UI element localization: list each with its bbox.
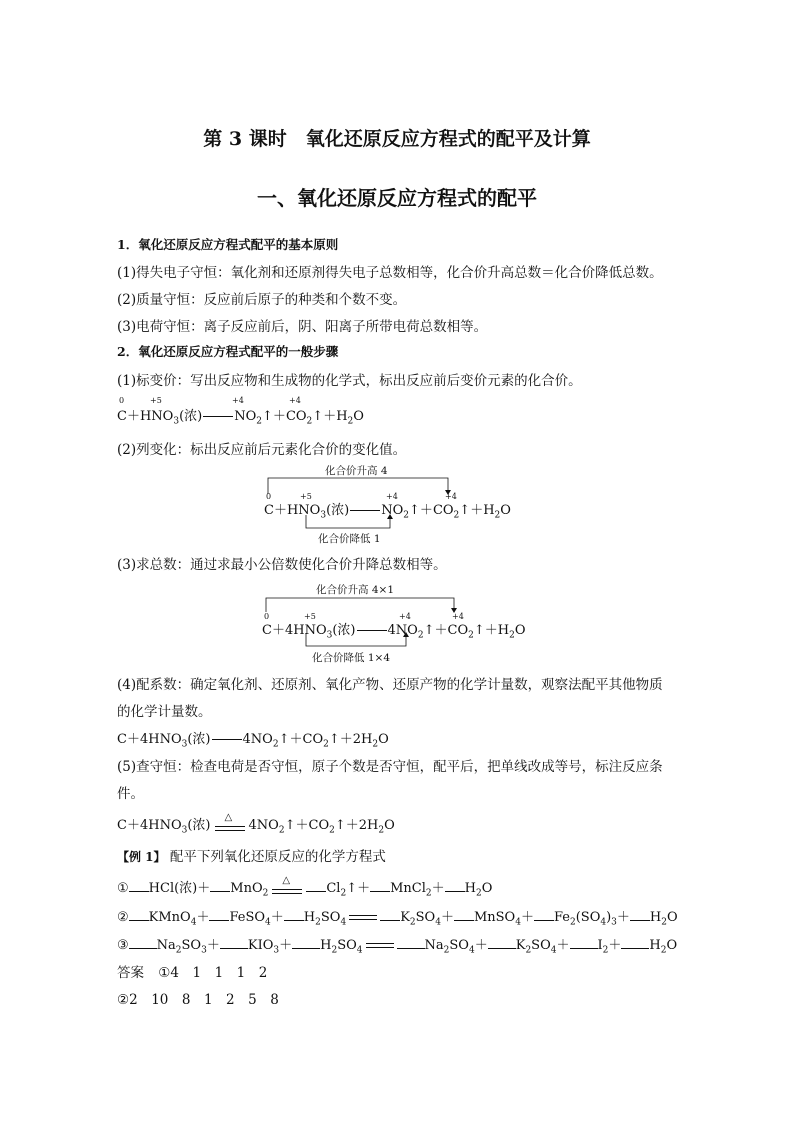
diagram-up-label: 化合价升高 4 xyxy=(325,465,388,477)
diagram-up-label: 化合价升高 4×1 xyxy=(316,584,394,596)
diagram-down-label: 化合价降低 1×4 xyxy=(312,652,390,664)
equation-5: $C+4HNO_3$(浓) △ $4NO_2↑+CO_2↑+2H_2O$ xyxy=(117,811,395,836)
example-text: 配平下列氧化还原反应的化学方程式 xyxy=(169,849,386,865)
ox-n: +5 xyxy=(150,396,162,405)
ox-n: +5 xyxy=(300,492,312,501)
equation-3: $C+4HNO_3$(浓) $4NO_2↑+CO_2↑+H_2O$ xyxy=(262,623,526,641)
ox-c: 0 xyxy=(264,612,270,621)
principles-heading: 1．氧化还原反应方程式配平的基本原则 xyxy=(117,237,339,252)
answer-label: 答案 xyxy=(117,965,144,981)
step-4-line1: (4)配系数：确定氧化剂、还原剂、氧化产物、还原产物的化学计量数，观察法配平其他物质 xyxy=(117,677,663,693)
step-5-line2: 件。 xyxy=(117,786,144,802)
principle-charge: (3)电荷守恒：离子反应前后，阴、阳离子所带电荷总数相等。 xyxy=(117,319,488,335)
principle-electron: (1)得失电子守恒：氧化剂和还原剂得失电子总数相等，化合价升高总数＝化合价降低总数。 xyxy=(117,265,663,281)
heat-condition: △ xyxy=(272,882,302,896)
ox-c-product: +4 xyxy=(452,612,464,621)
ox-n-product: +4 xyxy=(399,612,411,621)
step-3: (3)求总数：通过求最小公倍数使化合价升降总数相等。 xyxy=(117,557,447,573)
answer-1: ①4 1 1 1 2 xyxy=(158,965,268,981)
steps-heading: 2．氧化还原反应方程式配平的一般步骤 xyxy=(117,344,339,359)
principle-mass: (2)质量守恒：反应前后原子的种类和个数不变。 xyxy=(117,292,407,308)
ox-c-product: +4 xyxy=(445,492,457,501)
step-2: (2)列变化：标出反应前后元素化合价的变化值。 xyxy=(117,442,407,458)
exercise-1: ① HCl(浓)＋ MnO$_2$ △ $Cl_2↑+$ MnCl$_2$＋ $H_2O$ xyxy=(117,874,493,899)
diagram-down-label: 化合价降低 1 xyxy=(318,533,381,545)
equation-1: $C+HNO_3$(浓) $NO_2↑+CO_2↑+H_2O$ xyxy=(117,409,364,427)
step-1: (1)标变价：写出反应物和生成物的化学式，标出反应前后变价元素的化合价。 xyxy=(117,373,582,389)
answer-line-1 xyxy=(117,961,267,981)
section-heading: 一、氧化还原反应方程式的配平 xyxy=(257,186,537,210)
ox-c: 0 xyxy=(119,396,125,405)
ox-c-product: +4 xyxy=(289,396,301,405)
equation-2: $C+HNO_3$(浓) $NO_2↑+CO_2↑+H_2O$ xyxy=(264,503,511,521)
ox-n: +5 xyxy=(304,612,316,621)
example-label: 【例 1】 xyxy=(117,850,166,864)
answer-2: ②2 10 8 1 2 5 8 xyxy=(117,992,279,1008)
step-4-line2: 的化学计量数。 xyxy=(117,704,212,720)
ox-n-product: +4 xyxy=(232,396,244,405)
page-title: 第 3 课时 氧化还原反应方程式的配平及计算 xyxy=(203,128,591,150)
exercise-3: ③ $Na_2SO_3+ KIO_3+ H_2SO_4$ $Na_2SO_4+ K_2SO_4+ I_2+ H_2O$ xyxy=(117,938,678,956)
step-5-line1: (5)查守恒：检查电荷是否守恒，原子个数是否守恒，配平后，把单线改成等号，标注反应条 xyxy=(117,759,663,775)
heat-condition: △ xyxy=(215,819,245,833)
ox-n-product: +4 xyxy=(386,492,398,501)
example-heading xyxy=(117,845,386,865)
equation-4: $C+4HNO_3$(浓) $4NO_2↑+CO_2↑+2H_2O$ xyxy=(117,732,389,750)
exercise-2: ② KMnO$_4$＋ FeSO$_4$＋ $H_2SO_4$ $K_2SO_4+$ MnSO$_4$＋ $Fe_2(SO_4)_3+ H_2O$ xyxy=(117,910,678,928)
ox-c: 0 xyxy=(266,492,272,501)
